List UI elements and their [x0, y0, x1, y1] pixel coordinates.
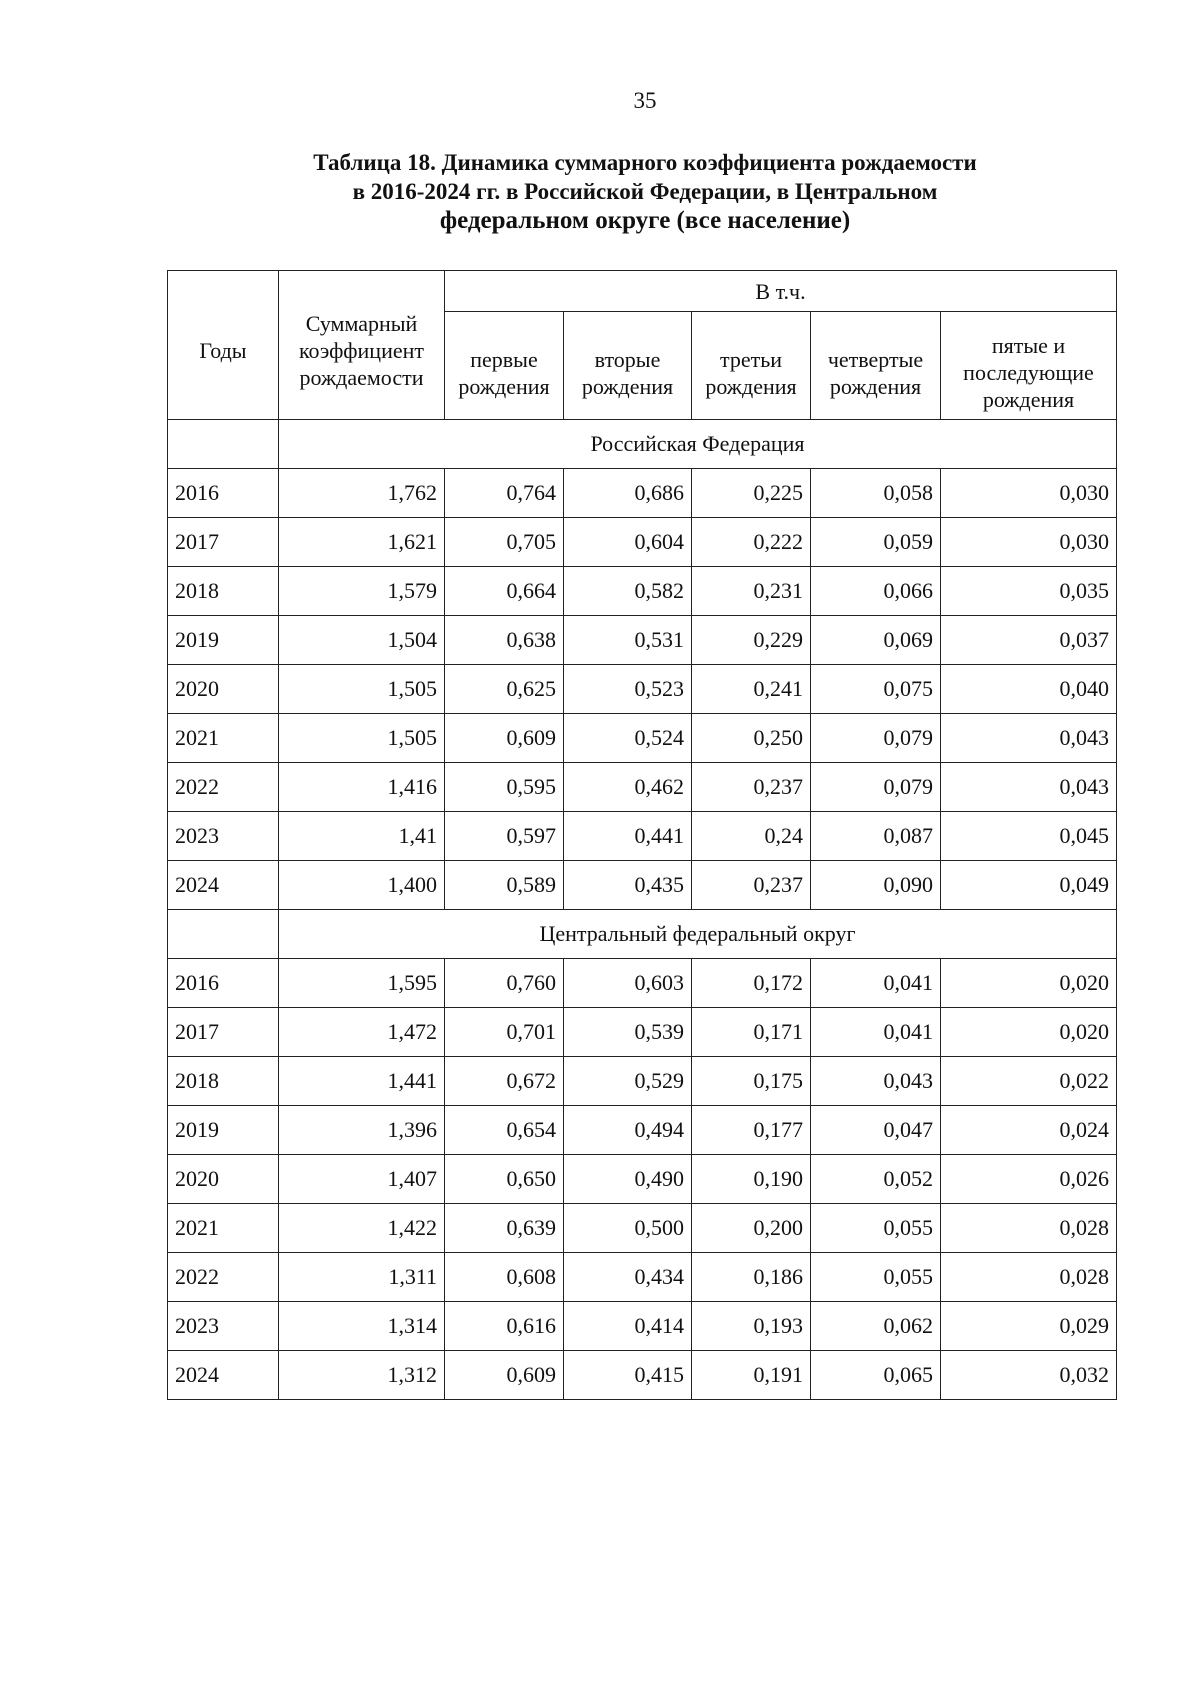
cell-year: 2019 [168, 616, 279, 665]
cell-fourth-births: 0,052 [811, 1155, 941, 1204]
cell-fourth-births: 0,079 [811, 763, 941, 812]
cell-fifth-births: 0,026 [941, 1155, 1117, 1204]
cell-third-births: 0,229 [692, 616, 811, 665]
cell-first-births: 0,664 [445, 567, 564, 616]
cell-fifth-births: 0,030 [941, 518, 1117, 567]
section-label: Центральный федеральный округ [279, 910, 1117, 959]
cell-fifth-births: 0,028 [941, 1253, 1117, 1302]
title-line-2: в 2016-2024 гг. в Российской Федерации, в Центральном [352, 179, 938, 204]
cell-fifth-births: 0,029 [941, 1302, 1117, 1351]
cell-third-births: 0,250 [692, 714, 811, 763]
cell-total-rate: 1,595 [279, 959, 445, 1008]
table-row [168, 469, 1117, 518]
cell-year: 2024 [168, 861, 279, 910]
cell-total-rate: 1,400 [279, 861, 445, 910]
header-total-rate: Суммарный коэффициент рождаемости [279, 271, 445, 420]
cell-total-rate: 1,504 [279, 616, 445, 665]
table-title [0, 148, 1200, 235]
cell-total-rate: 1,407 [279, 1155, 445, 1204]
cell-first-births: 0,654 [445, 1106, 564, 1155]
cell-first-births: 0,672 [445, 1057, 564, 1106]
cell-first-births: 0,609 [445, 714, 564, 763]
cell-fifth-births: 0,040 [941, 665, 1117, 714]
cell-fifth-births: 0,028 [941, 1204, 1117, 1253]
cell-second-births: 0,462 [564, 763, 692, 812]
title-line-1: Таблица 18. Динамика суммарного коэффициента рождаемости [313, 150, 977, 175]
table-row [168, 959, 1117, 1008]
cell-third-births: 0,225 [692, 469, 811, 518]
header-fifth-births: пятые и последующие рождения [941, 312, 1117, 420]
cell-second-births: 0,604 [564, 518, 692, 567]
header-including: В т.ч. [445, 271, 1117, 312]
cell-total-rate: 1,579 [279, 567, 445, 616]
cell-second-births: 0,490 [564, 1155, 692, 1204]
cell-total-rate: 1,472 [279, 1008, 445, 1057]
cell-second-births: 0,524 [564, 714, 692, 763]
cell-third-births: 0,177 [692, 1106, 811, 1155]
table-row [168, 616, 1117, 665]
cell-first-births: 0,608 [445, 1253, 564, 1302]
cell-third-births: 0,237 [692, 861, 811, 910]
cell-year: 2019 [168, 1106, 279, 1155]
cell-total-rate: 1,311 [279, 1253, 445, 1302]
table-row [168, 1351, 1117, 1400]
cell-fifth-births: 0,043 [941, 714, 1117, 763]
page-number: 35 [633, 88, 657, 113]
header-first-births: первые рождения [445, 312, 564, 420]
section-label: Российская Федерация [279, 420, 1117, 469]
cell-first-births: 0,609 [445, 1351, 564, 1400]
cell-year: 2023 [168, 1302, 279, 1351]
cell-first-births: 0,616 [445, 1302, 564, 1351]
table-row [168, 1106, 1117, 1155]
cell-first-births: 0,705 [445, 518, 564, 567]
cell-third-births: 0,190 [692, 1155, 811, 1204]
cell-total-rate: 1,441 [279, 1057, 445, 1106]
table-row [168, 714, 1117, 763]
cell-third-births: 0,24 [692, 812, 811, 861]
fertility-table [167, 270, 1117, 1400]
cell-total-rate: 1,422 [279, 1204, 445, 1253]
cell-year: 2021 [168, 1204, 279, 1253]
cell-fifth-births: 0,045 [941, 812, 1117, 861]
cell-second-births: 0,582 [564, 567, 692, 616]
cell-fourth-births: 0,090 [811, 861, 941, 910]
cell-fourth-births: 0,065 [811, 1351, 941, 1400]
cell-fourth-births: 0,079 [811, 714, 941, 763]
cell-total-rate: 1,314 [279, 1302, 445, 1351]
cell-second-births: 0,686 [564, 469, 692, 518]
cell-first-births: 0,764 [445, 469, 564, 518]
cell-fifth-births: 0,030 [941, 469, 1117, 518]
header-third-births: третьи рождения [692, 312, 811, 420]
cell-third-births: 0,222 [692, 518, 811, 567]
section-row [168, 910, 1117, 959]
cell-second-births: 0,603 [564, 959, 692, 1008]
cell-fourth-births: 0,055 [811, 1204, 941, 1253]
table-row [168, 1302, 1117, 1351]
cell-year: 2022 [168, 763, 279, 812]
cell-third-births: 0,200 [692, 1204, 811, 1253]
table-row [168, 1155, 1117, 1204]
table-row [168, 1253, 1117, 1302]
cell-second-births: 0,434 [564, 1253, 692, 1302]
cell-year: 2017 [168, 518, 279, 567]
cell-fourth-births: 0,041 [811, 959, 941, 1008]
header-fourth-births: четвертые рождения [811, 312, 941, 420]
cell-fourth-births: 0,058 [811, 469, 941, 518]
cell-third-births: 0,191 [692, 1351, 811, 1400]
cell-first-births: 0,638 [445, 616, 564, 665]
cell-first-births: 0,760 [445, 959, 564, 1008]
cell-second-births: 0,415 [564, 1351, 692, 1400]
cell-first-births: 0,625 [445, 665, 564, 714]
cell-third-births: 0,241 [692, 665, 811, 714]
cell-year: 2016 [168, 959, 279, 1008]
cell-fifth-births: 0,032 [941, 1351, 1117, 1400]
cell-total-rate: 1,505 [279, 714, 445, 763]
cell-year: 2020 [168, 1155, 279, 1204]
cell-fifth-births: 0,043 [941, 763, 1117, 812]
cell-fourth-births: 0,075 [811, 665, 941, 714]
cell-year: 2020 [168, 665, 279, 714]
cell-fourth-births: 0,066 [811, 567, 941, 616]
table-row [168, 812, 1117, 861]
cell-second-births: 0,531 [564, 616, 692, 665]
cell-year: 2018 [168, 567, 279, 616]
cell-fourth-births: 0,041 [811, 1008, 941, 1057]
cell-third-births: 0,237 [692, 763, 811, 812]
cell-third-births: 0,172 [692, 959, 811, 1008]
table-row [168, 861, 1117, 910]
cell-first-births: 0,595 [445, 763, 564, 812]
cell-third-births: 0,231 [692, 567, 811, 616]
section-blank-cell [168, 420, 279, 469]
cell-first-births: 0,650 [445, 1155, 564, 1204]
cell-fifth-births: 0,022 [941, 1057, 1117, 1106]
cell-fifth-births: 0,020 [941, 959, 1117, 1008]
cell-total-rate: 1,41 [279, 812, 445, 861]
cell-year: 2022 [168, 1253, 279, 1302]
cell-third-births: 0,186 [692, 1253, 811, 1302]
table-row [168, 518, 1117, 567]
cell-year: 2017 [168, 1008, 279, 1057]
cell-second-births: 0,539 [564, 1008, 692, 1057]
cell-second-births: 0,523 [564, 665, 692, 714]
cell-total-rate: 1,416 [279, 763, 445, 812]
table-row [168, 763, 1117, 812]
header-years: Годы [168, 271, 279, 420]
header-second-births: вторые рождения [564, 312, 692, 420]
cell-year: 2023 [168, 812, 279, 861]
cell-year: 2021 [168, 714, 279, 763]
cell-fifth-births: 0,020 [941, 1008, 1117, 1057]
cell-first-births: 0,639 [445, 1204, 564, 1253]
cell-first-births: 0,589 [445, 861, 564, 910]
cell-second-births: 0,414 [564, 1302, 692, 1351]
cell-total-rate: 1,396 [279, 1106, 445, 1155]
cell-total-rate: 1,312 [279, 1351, 445, 1400]
cell-year: 2024 [168, 1351, 279, 1400]
table-row [168, 1008, 1117, 1057]
cell-third-births: 0,171 [692, 1008, 811, 1057]
cell-fourth-births: 0,043 [811, 1057, 941, 1106]
cell-first-births: 0,701 [445, 1008, 564, 1057]
cell-second-births: 0,500 [564, 1204, 692, 1253]
cell-second-births: 0,494 [564, 1106, 692, 1155]
cell-fourth-births: 0,055 [811, 1253, 941, 1302]
cell-second-births: 0,441 [564, 812, 692, 861]
cell-total-rate: 1,621 [279, 518, 445, 567]
cell-third-births: 0,175 [692, 1057, 811, 1106]
cell-total-rate: 1,762 [279, 469, 445, 518]
cell-fourth-births: 0,069 [811, 616, 941, 665]
table-row [168, 1204, 1117, 1253]
cell-second-births: 0,529 [564, 1057, 692, 1106]
cell-fifth-births: 0,049 [941, 861, 1117, 910]
cell-third-births: 0,193 [692, 1302, 811, 1351]
section-blank-cell [168, 910, 279, 959]
cell-fourth-births: 0,062 [811, 1302, 941, 1351]
cell-fifth-births: 0,024 [941, 1106, 1117, 1155]
cell-first-births: 0,597 [445, 812, 564, 861]
title-line-3: федеральном округе (все население) [439, 207, 851, 234]
cell-fifth-births: 0,035 [941, 567, 1117, 616]
cell-fourth-births: 0,059 [811, 518, 941, 567]
cell-fourth-births: 0,087 [811, 812, 941, 861]
table-row [168, 567, 1117, 616]
table-row [168, 1057, 1117, 1106]
cell-year: 2018 [168, 1057, 279, 1106]
cell-year: 2016 [168, 469, 279, 518]
table-row [168, 665, 1117, 714]
cell-total-rate: 1,505 [279, 665, 445, 714]
section-row [168, 420, 1117, 469]
cell-fifth-births: 0,037 [941, 616, 1117, 665]
cell-fourth-births: 0,047 [811, 1106, 941, 1155]
cell-second-births: 0,435 [564, 861, 692, 910]
